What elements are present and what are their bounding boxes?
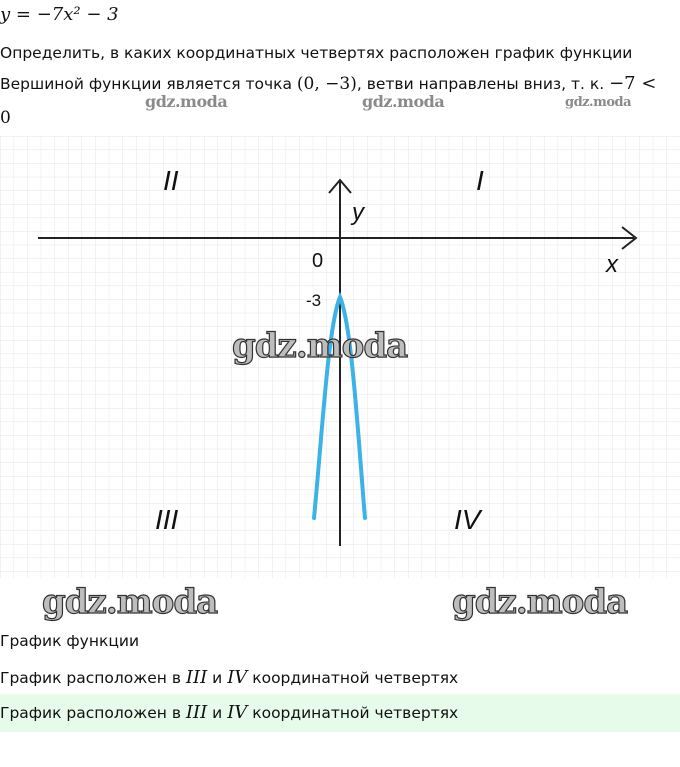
answer-part2: , ветви направлены вниз, т. к. [356,75,610,93]
vertex-label: -3 [306,291,322,310]
result-suffix: координатной четвертях [247,669,459,687]
final-answer-box [0,694,680,732]
quadrant-4-label: IV [454,504,481,535]
watermark-large: gdz.moda [42,582,218,622]
final-quadrant-4: IV [227,702,248,723]
quadrant-4-ref: IV [227,667,248,688]
final-prefix: График расположен в [0,704,186,722]
quadrant-1-label: I [476,165,484,196]
watermark-small: gdz.moda [565,95,632,110]
watermark-large: gdz.moda [452,582,628,622]
origin-label: 0 [312,250,324,272]
y-axis-label: y [352,199,364,226]
result-conj: и [207,669,228,687]
result-text [0,667,458,688]
x-axis-label: x [606,251,618,278]
inequality-right: 0 [0,108,11,128]
watermark-small: gdz.moda [145,92,228,111]
graph-caption: График функции [0,632,140,650]
quadrant-3-label: III [155,504,179,535]
answer-line [0,73,656,94]
vertex-point: (0, −3) [296,74,357,94]
question-text: Определить, в каких координатных четвертях расположен график функции [0,44,633,62]
watermark-large: gdz.moda [232,326,408,366]
formula: y = −7x² − 3 [0,4,119,25]
final-quadrant-3: III [185,702,208,723]
inequality-left: −7 < [609,73,657,94]
quadrant-2-label: II [163,165,179,196]
final-suffix: координатной четвертях [247,704,459,722]
result-prefix: График расположен в [0,669,186,687]
watermark-small: gdz.moda [362,92,445,111]
answer-part1: Вершиной функции является точка [0,75,297,93]
final-conj: и [207,704,228,722]
quadrant-3-ref: III [185,667,208,688]
